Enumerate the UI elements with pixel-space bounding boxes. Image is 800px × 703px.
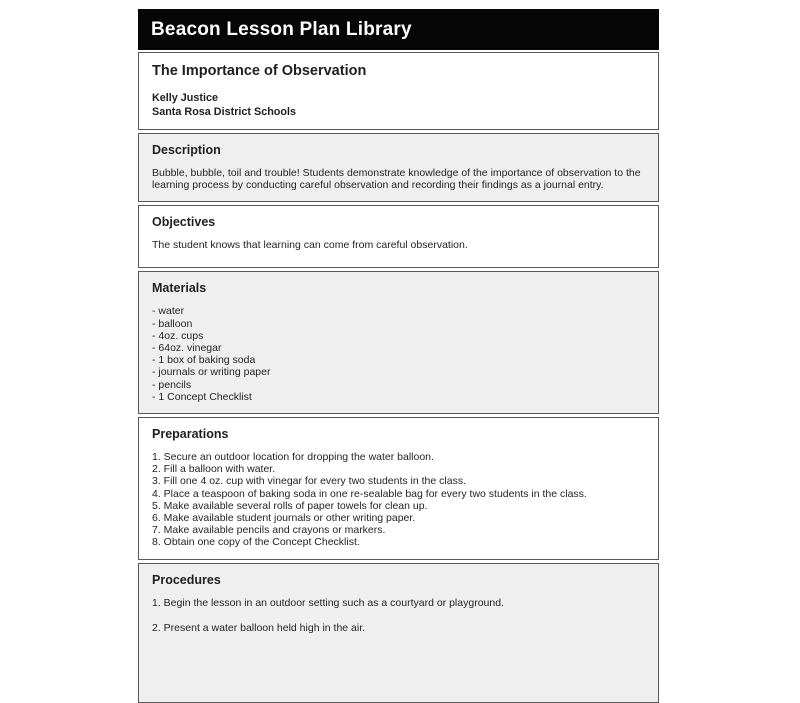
- preparation-step: 1. Secure an outdoor location for dropping the water balloon.: [152, 451, 434, 464]
- material-item: - 4oz. cups: [152, 329, 204, 342]
- lesson-title-box: [138, 52, 659, 130]
- material-item: - 64oz. vinegar: [152, 342, 222, 355]
- material-item: - balloon: [152, 317, 193, 330]
- preparation-step: 6. Make available student journals or other writing paper.: [152, 512, 416, 525]
- section-description: [138, 133, 659, 202]
- section-heading-preparations: Preparations: [152, 427, 229, 442]
- site-title: Beacon Lesson Plan Library: [151, 19, 412, 40]
- preparation-step: 5. Make available several rolls of paper towels for clean up.: [152, 499, 428, 512]
- preparation-step: 4. Place a teaspoon of baking soda in one re-sealable bag for every two students in the class.: [152, 487, 587, 500]
- preparation-step: 2. Fill a balloon with water.: [152, 463, 276, 476]
- section-heading-description: Description: [152, 143, 221, 157]
- site-header-bar: [138, 9, 659, 50]
- material-item: - 1 Concept Checklist: [152, 390, 252, 403]
- preparation-step: 7. Make available pencils and crayons or markers.: [152, 524, 386, 537]
- section-heading-materials: Materials: [152, 281, 207, 296]
- material-item: - journals or writing paper: [152, 366, 271, 379]
- section-materials: [138, 271, 659, 414]
- lesson-author: Kelly Justice: [152, 92, 219, 104]
- section-heading-procedures: Procedures: [152, 572, 221, 587]
- preparation-step: 8. Obtain one copy of the Concept Checklist.: [152, 536, 360, 549]
- lesson-organization: Santa Rosa District Schools: [152, 105, 296, 118]
- material-item: - 1 box of baking soda: [152, 354, 256, 367]
- material-item: - water: [152, 305, 185, 318]
- material-item: - pencils: [152, 378, 192, 391]
- procedure-step: 2. Present a water balloon held high in the air.: [152, 621, 366, 634]
- lesson-title: The Importance of Observation: [152, 63, 367, 79]
- section-objectives: [138, 205, 659, 268]
- section-procedures: [138, 563, 659, 703]
- description-text: Bubble, bubble, toil and trouble! Students demonstrate knowledge of the importance of observation to the learning process by conducting careful observation and recording their findings as a journal entry.: [152, 167, 641, 192]
- preparation-step: 3. Fill one 4 oz. cup with vinegar for every two students in the class.: [152, 475, 466, 488]
- section-preparations: [138, 417, 659, 560]
- section-heading-objectives: Objectives: [152, 215, 216, 230]
- procedure-step: 1. Begin the lesson in an outdoor setting such as a courtyard or playground.: [152, 596, 504, 609]
- objectives-text: The student knows that learning can come from careful observation.: [152, 239, 468, 252]
- lesson-plan-document: [138, 9, 659, 703]
